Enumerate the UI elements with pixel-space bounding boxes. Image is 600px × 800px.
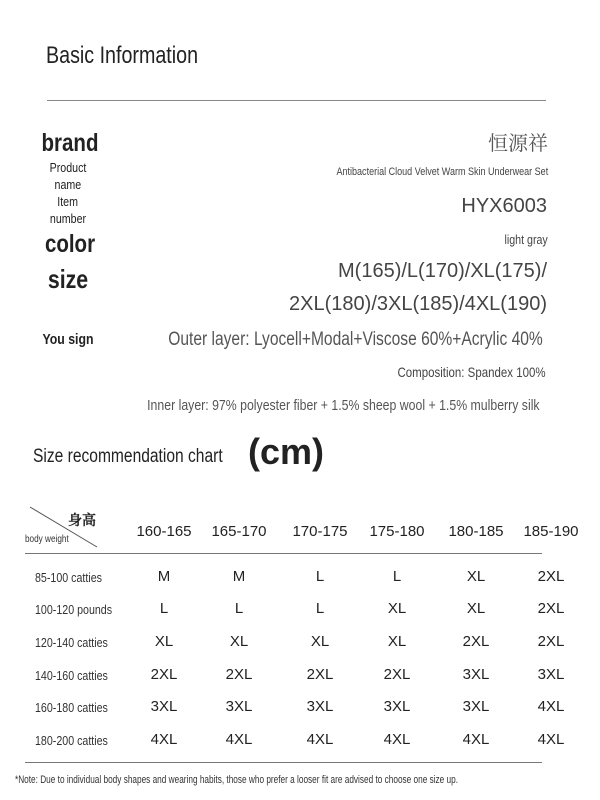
- row-label-text: 100-120 pounds: [35, 602, 113, 617]
- corner-weight-label: [25, 534, 78, 545]
- chart-title: [33, 446, 264, 468]
- row-label: [35, 733, 124, 748]
- color-value-text: light gray: [504, 232, 548, 247]
- size-cell: 4XL: [225, 731, 253, 748]
- size-cell: XL: [154, 633, 174, 650]
- product-name-label: [46, 159, 91, 193]
- size-cell: M: [232, 568, 246, 585]
- column-header: 185-190: [523, 523, 579, 540]
- size-label: [43, 264, 92, 295]
- row-label: [35, 602, 129, 617]
- corner-height-label: 身高: [68, 512, 96, 528]
- row-label: [35, 570, 117, 585]
- column-header: 180-185: [448, 523, 504, 540]
- size-cell: 2XL: [537, 568, 565, 585]
- size-cell: XL: [310, 633, 330, 650]
- chart-unit: (cm): [248, 431, 325, 472]
- color-label: [39, 230, 100, 259]
- outer-layer-text: Outer layer: Lyocell+Modal+Viscose 60%+Acrylic 40%: [168, 329, 543, 350]
- size-cell: L: [315, 600, 325, 617]
- brand-label: [35, 129, 104, 158]
- product-name-text: Antibacterial Cloud Velvet Warm Skin Underwear Set: [336, 166, 548, 178]
- row-label: [35, 700, 124, 715]
- size-cell: 2XL: [225, 666, 253, 683]
- item-label-line1: Item: [57, 194, 79, 209]
- row-label-text: 140-160 catties: [35, 668, 108, 683]
- column-header: 165-170: [211, 523, 267, 540]
- size-cell: 3XL: [462, 698, 490, 715]
- brand-label-text: brand: [41, 129, 99, 157]
- size-cell: 3XL: [225, 698, 253, 715]
- composition-text: Composition: Spandex 100%: [397, 364, 546, 380]
- product-label-line1: Product: [49, 160, 87, 175]
- product-label-line2: name: [54, 177, 82, 192]
- size-cell: XL: [466, 568, 486, 585]
- size-cell: L: [159, 600, 169, 617]
- inner-layer: [61, 397, 540, 414]
- sign-label-text: You sign: [42, 331, 94, 348]
- size-cell: 4XL: [537, 698, 565, 715]
- size-cell: XL: [387, 633, 407, 650]
- size-cell: 4XL: [383, 731, 411, 748]
- divider: [47, 100, 546, 101]
- corner-weight-text: body weight: [25, 534, 69, 545]
- size-cell: 4XL: [150, 731, 178, 748]
- size-cell: L: [392, 568, 402, 585]
- size-cell: 4XL: [462, 731, 490, 748]
- size-cell: L: [315, 568, 325, 585]
- inner-layer-text: Inner layer: 97% polyester fiber + 1.5% sheep wool + 1.5% mulberry silk: [147, 397, 540, 414]
- product-name-value: [290, 166, 548, 178]
- size-cell: 2XL: [537, 633, 565, 650]
- color-value: [495, 232, 548, 247]
- note-text: *Note: Due to individual body shapes and wearing habits, those who prefer a looser fit are advised to choose one size up.: [15, 774, 459, 786]
- outer-layer: [86, 329, 543, 351]
- row-label-text: 85-100 catties: [35, 570, 102, 585]
- item-label-line2: number: [49, 211, 87, 226]
- size-cell: XL: [466, 600, 486, 617]
- row-label-text: 120-140 catties: [35, 635, 108, 650]
- size-cell: 3XL: [537, 666, 565, 683]
- composition: [365, 364, 546, 380]
- row-label-text: 180-200 catties: [35, 733, 108, 748]
- size-cell: 2XL: [306, 666, 334, 683]
- size-label-text: size: [47, 264, 89, 294]
- column-header: 160-165: [136, 523, 192, 540]
- column-header: 170-175: [292, 523, 348, 540]
- size-value-line2: 2XL(180)/3XL(185)/4XL(190): [289, 293, 547, 315]
- size-cell: 3XL: [150, 698, 178, 715]
- color-label-text: color: [44, 230, 96, 258]
- column-header: 175-180: [369, 523, 425, 540]
- table-bottom-divider: [25, 762, 542, 763]
- size-cell: 2XL: [537, 600, 565, 617]
- size-cell: 2XL: [462, 633, 490, 650]
- section-title-text: Basic Information: [46, 42, 199, 69]
- section-title: [46, 42, 231, 70]
- size-value-line1: M(165)/L(170)/XL(175)/: [338, 260, 547, 282]
- row-label: [35, 668, 124, 683]
- size-cell: 4XL: [306, 731, 334, 748]
- chart-title-text: Size recommendation chart: [33, 446, 223, 467]
- size-cell: 2XL: [383, 666, 411, 683]
- size-cell: 3XL: [306, 698, 334, 715]
- row-label-text: 160-180 catties: [35, 700, 108, 715]
- brand-value: 恒源祥: [488, 133, 548, 155]
- size-cell: 2XL: [150, 666, 178, 683]
- item-number-value: HYX6003: [461, 195, 547, 217]
- size-cell: XL: [387, 600, 407, 617]
- size-cell: 3XL: [383, 698, 411, 715]
- header-divider: [25, 553, 542, 554]
- size-cell: M: [157, 568, 171, 585]
- size-cell: L: [234, 600, 244, 617]
- note: [15, 774, 600, 786]
- item-number-label: [46, 193, 90, 227]
- size-cell: 3XL: [462, 666, 490, 683]
- row-label: [35, 635, 124, 650]
- size-cell: 4XL: [537, 731, 565, 748]
- size-cell: XL: [229, 633, 249, 650]
